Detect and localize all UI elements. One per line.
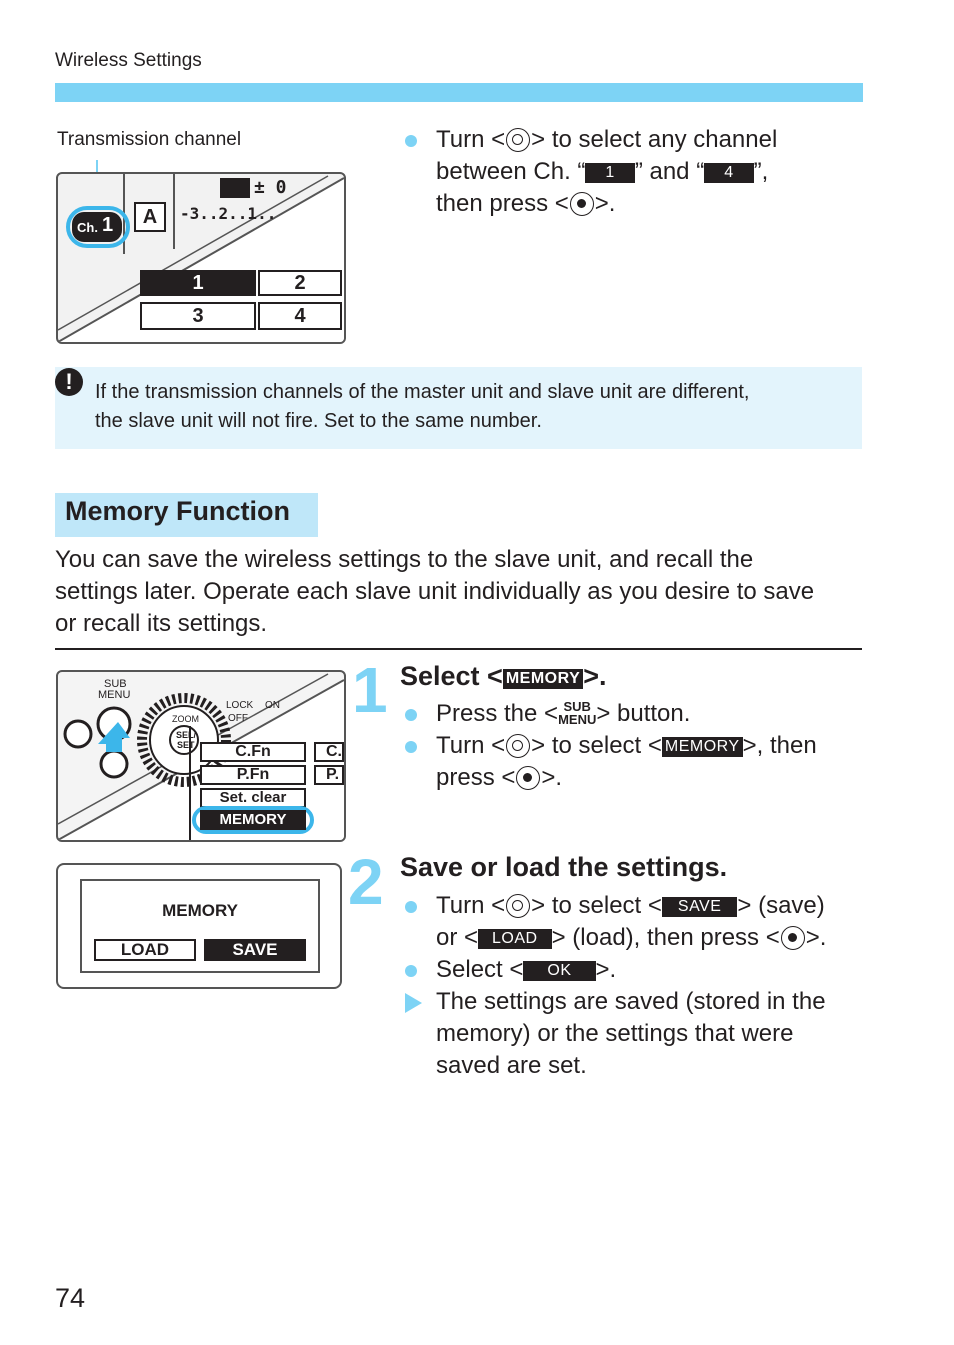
step2-list <box>400 890 870 1082</box>
instruction-text: > to select < <box>531 732 662 759</box>
caution-text <box>95 378 855 436</box>
channel-lcd-figure <box>56 172 346 344</box>
instruction-text: Turn < <box>436 892 506 919</box>
instruction-text: > (save) <box>737 892 825 919</box>
step-title <box>400 661 607 692</box>
result-arrow-icon <box>405 993 422 1013</box>
save-option: SAVE <box>204 939 306 961</box>
off-label: OFF <box>228 713 248 724</box>
menu-item: P.Fn <box>200 765 306 785</box>
list-item <box>400 890 870 954</box>
caution-icon: ! <box>55 368 83 396</box>
on-label: ON <box>265 700 280 711</box>
bullet-icon <box>405 741 417 753</box>
instruction-text: > to select any channel <box>531 126 778 153</box>
caution-line: If the transmission channels of the master unit and slave unit are different, <box>95 381 750 403</box>
step1-list <box>400 698 860 794</box>
menu-figure <box>56 670 346 842</box>
memory-chip: MEMORY <box>503 669 583 689</box>
instruction-text: Turn < <box>436 732 506 759</box>
menu-item: Set. clear <box>200 788 306 808</box>
channel-chip: 1 <box>585 163 634 183</box>
menu-text: MENU <box>558 712 597 727</box>
zoom-label: ZOOM <box>172 714 199 724</box>
exposure-scale: -3..2..1.. <box>180 204 277 223</box>
channel-label: Ch. <box>77 220 98 235</box>
sel-label: SEL/ <box>176 730 197 740</box>
load-option: LOAD <box>94 939 196 961</box>
instruction-text: >. <box>595 956 617 983</box>
list-item <box>400 730 860 794</box>
instruction-text: >. <box>594 190 616 217</box>
ok-chip: OK <box>523 961 595 981</box>
section-heading <box>55 493 318 537</box>
sub-menu-button-icon <box>558 700 596 726</box>
list-item <box>400 986 870 1082</box>
instruction-text: Press the < <box>436 700 559 727</box>
side-menu-item: P. <box>314 765 344 785</box>
section-title: Memory Function <box>65 496 291 526</box>
lock-label: LOCK <box>226 700 254 711</box>
channel-cell: 2 <box>258 270 342 296</box>
menu-item: C.Fn <box>200 742 306 762</box>
channel-cell: 1 <box>140 270 256 296</box>
instruction-text: ” and “ <box>634 158 705 185</box>
lcd-frame-line <box>173 174 175 249</box>
menu-item-memory: MEMORY <box>200 810 306 830</box>
figure-caption: Transmission channel <box>57 129 242 150</box>
step-title: Save or load the settings. <box>400 852 728 882</box>
step-title-text: Select < <box>400 661 503 691</box>
page-number: 74 <box>55 1283 86 1313</box>
channel-indicator <box>72 212 122 242</box>
set-button-icon <box>781 926 805 950</box>
instruction-text: ”, <box>753 158 769 185</box>
set-label: SET <box>177 740 195 750</box>
memory-title: MEMORY <box>162 901 238 920</box>
sub-text: SUB <box>563 699 591 714</box>
fec-icon <box>220 178 250 198</box>
channel-cell: 4 <box>258 302 342 330</box>
intro-line: or recall its settings. <box>55 610 268 637</box>
instruction-text: Turn < <box>436 126 506 153</box>
step-number: 1 <box>352 654 388 726</box>
running-header: Wireless Settings <box>55 50 202 71</box>
quick-control-dial-icon <box>506 128 530 152</box>
channel-instruction-list <box>400 124 860 220</box>
memory-lcd-figure <box>56 863 342 989</box>
instruction-text: press < <box>436 764 516 791</box>
list-item <box>400 698 860 730</box>
sub-label: SUB <box>104 678 127 690</box>
intro-line: settings later. Operate each slave unit individually as you desire to save <box>55 578 815 605</box>
instruction-text: >. <box>541 764 563 791</box>
instruction-text: between Ch. “ <box>436 158 586 185</box>
intro-paragraph <box>55 544 865 640</box>
instruction-text: >. <box>805 924 827 951</box>
side-menu-item: C. <box>314 742 344 762</box>
result-text: saved are set. <box>436 1052 587 1079</box>
result-text: The settings are saved (stored in the <box>436 988 826 1015</box>
intro-line: You can save the wireless settings to the slave unit, and recall the <box>55 546 754 573</box>
list-item <box>400 124 860 220</box>
menu-label: MENU <box>98 689 131 701</box>
memory-chip: MEMORY <box>662 737 743 757</box>
set-button-icon <box>570 192 594 216</box>
instruction-text: Select < <box>436 956 524 983</box>
step-number: 2 <box>348 846 384 918</box>
bullet-icon <box>405 901 417 913</box>
quick-control-dial-icon <box>506 894 530 918</box>
instruction-text: > (load), then press < <box>551 924 780 951</box>
bullet-icon <box>405 709 417 721</box>
instruction-text: > button. <box>596 700 691 727</box>
caution-line: the slave unit will not fire. Set to the same number. <box>95 410 542 432</box>
instruction-text: >, then <box>742 732 817 759</box>
channel-chip: 4 <box>704 163 753 183</box>
instruction-text: then press < <box>436 190 569 217</box>
list-item <box>400 954 870 986</box>
save-chip: SAVE <box>662 897 738 917</box>
instruction-text: > to select < <box>531 892 662 919</box>
channel-cell: 3 <box>140 302 256 330</box>
bullet-icon <box>405 965 417 977</box>
quick-control-dial-icon <box>506 734 530 758</box>
instruction-text: or < <box>436 924 479 951</box>
step-title-text: >. <box>583 661 607 691</box>
mode-box: A <box>134 202 166 232</box>
bullet-icon <box>405 135 417 147</box>
header-bar <box>55 83 863 102</box>
load-chip: LOAD <box>478 929 552 949</box>
channel-value: 1 <box>102 214 114 236</box>
divider <box>55 648 862 650</box>
fec-value: ± 0 <box>254 177 287 198</box>
result-text: memory) or the settings that were <box>436 1020 794 1047</box>
set-button-icon <box>516 766 540 790</box>
